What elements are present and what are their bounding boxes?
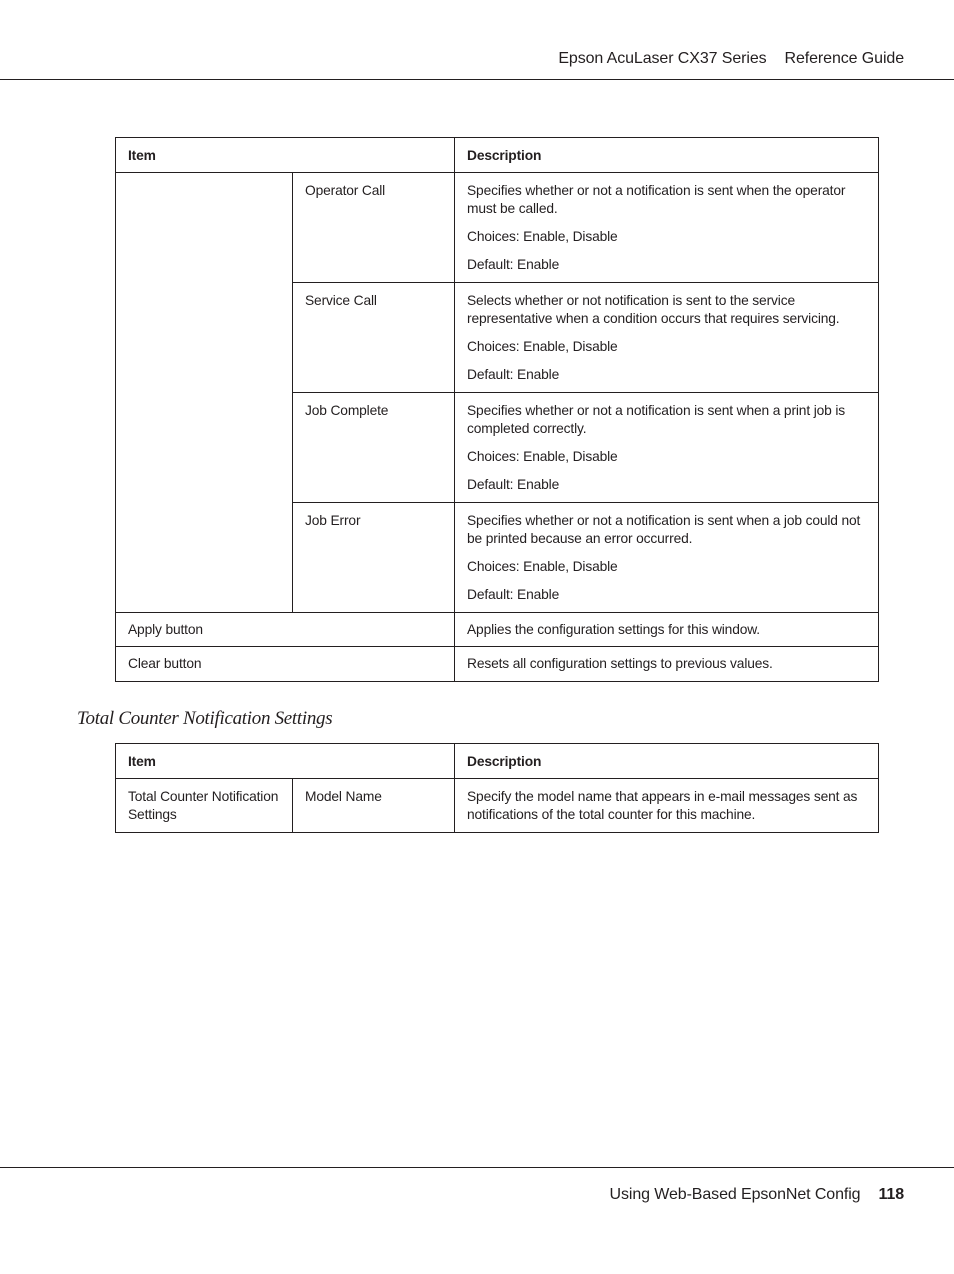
chapter-title: Using Web-Based EpsonNet Config [609,1186,861,1203]
header-rule [0,79,954,80]
column-header-item: Item [116,138,455,173]
item-description [455,282,879,392]
item-description: Resets all configuration settings to previous values. [455,647,879,682]
table-row [116,778,879,832]
item-name: Job Complete [293,392,455,502]
description-text: Specifies whether or not a notification is sent when the operator must be called. [467,182,846,216]
table-row [116,172,879,282]
default-text: Default: Enable [467,257,560,272]
product-name: Epson AcuLaser CX37 Series [558,50,767,67]
page-number: 118 [878,1186,904,1203]
table-header-row [116,138,879,173]
column-header-description: Description [455,744,879,779]
table-header-row [116,744,879,779]
default-text: Default: Enable [467,587,560,602]
item-name: Service Call [293,282,455,392]
section-heading: Total Counter Notification Settings [77,708,333,729]
item-name: Clear button [116,647,455,682]
footer-rule [0,1167,954,1168]
guide-name: Reference Guide [784,50,904,67]
running-footer [610,1186,904,1204]
table-row [116,612,879,647]
table-row [116,647,879,682]
column-header-item: Item [116,744,455,779]
choices-text: Choices: Enable, Disable [467,339,618,354]
description-text: Specifies whether or not a notification is sent when a print job is completed correctly. [467,402,846,436]
default-text: Default: Enable [467,477,560,492]
default-text: Default: Enable [467,367,560,382]
item-description [455,502,879,612]
item-name: Apply button [116,612,455,647]
item-name: Job Error [293,502,455,612]
group-cell: Total Counter Notification Settings [116,778,293,832]
item-description [455,392,879,502]
notification-settings-table [115,137,879,682]
running-header [558,50,904,68]
choices-text: Choices: Enable, Disable [467,559,618,574]
group-cell [116,172,293,612]
choices-text: Choices: Enable, Disable [467,229,618,244]
item-description: Specify the model name that appears in e-mail messages sent as notifications of the total counter for this machine. [455,778,879,832]
total-counter-table [115,743,879,833]
item-description: Applies the configuration settings for this window. [455,612,879,647]
choices-text: Choices: Enable, Disable [467,449,618,464]
item-name: Model Name [293,778,455,832]
item-description [455,172,879,282]
description-text: Selects whether or not notification is sent to the service representative when a condition occurs that requires servicing. [467,292,840,326]
column-header-description: Description [455,138,879,173]
description-text: Specifies whether or not a notification is sent when a job could not be printed because an error occurred. [467,512,861,546]
item-name: Operator Call [293,172,455,282]
